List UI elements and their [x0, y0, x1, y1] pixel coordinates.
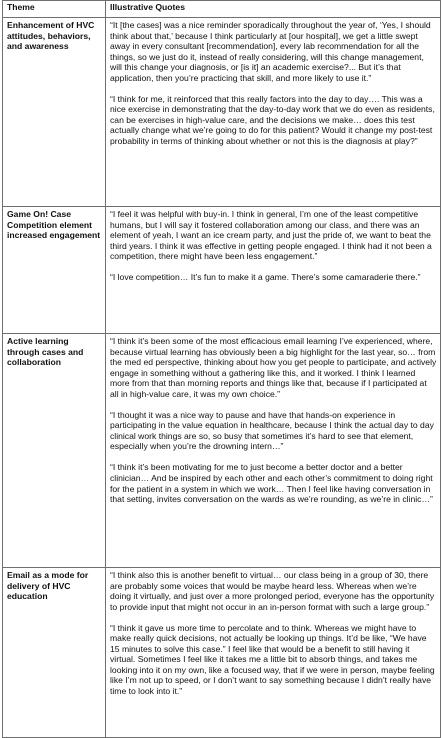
quote-paragraph: “I think it’s been some of the most efficacious email learning I’ve experienced, where, because virtual learning has obviously been a big highlight for the last year, so… from the med ed perspective, thinking about how you get people to participate, and actively engage in something without a gathering like this, and it worked. I think I learned more from that than morning reports and things like that, because if I participated at all in high-value care, it was my own choice.” — [110, 336, 437, 399]
quotes-cell — [106, 568, 441, 738]
table-row — [3, 334, 441, 568]
quotes-column-header: Illustrative Quotes — [106, 1, 441, 18]
quote-paragraph: “I think it gave us more time to percolate and to think. Whereas we might have to make really quick decisions, not actually be looking up things. It’d be like, “We have 15 minutes to solve this case.” I feel like that would be a benefit to still having it virtual. Sometimes I feel like it takes me a little bit to absorb things, and takes me looking into it on my own, like a focused way, that if we were in person, maybe feeling like I’m not up to speed, or I don’t want to say something because I didn’t really have time to look into it.” — [110, 622, 435, 696]
table-header-row — [3, 1, 441, 18]
themes-quotes-table — [2, 0, 441, 738]
theme-column-header: Theme — [3, 1, 106, 18]
table-row — [3, 18, 441, 207]
quote-paragraph: “I love competition… It’s fun to make it a game. There’s some camaraderie there.” — [110, 272, 421, 283]
table-row — [3, 207, 441, 334]
quote-paragraph: “I think also this is another benefit to virtual… our class being in a group of 30, there are probably some voices that would be maybe heard less. Whereas when we’re doing it virtually, and just over a more prolonged period, everyone has the opportunity to provide input that might not occur in an in-person format with such a large group.” — [110, 570, 435, 612]
theme-cell: Email as a mode for delivery of HVC education — [3, 568, 106, 738]
theme-cell: Active learning through cases and collaboration — [3, 334, 106, 568]
quote-paragraph: “I thought it was a nice way to pause and have that hands-on experience in participating in the value equation in healthcare, because I think the actual day to day clinical work things are so, so busy that sometimes it’s hard to see that element, especially when you’re the drowning intern…” — [110, 409, 434, 452]
table-row — [3, 568, 441, 738]
quote-paragraph: “It [the cases] was a nice reminder sporadically throughout the year of, ‘Yes, I should think about that,’ because I think particularly at [our hospital], we get a little swept away in every consultant [recommendation], every lab recommendation for all the things, so we just do it, instead of really considering, will this change management, will this change your diagnosis, or [is it] an academic exercise?... But it’s that application, then you’re practicing that skill, and more likely to use it.” — [110, 20, 431, 83]
theme-cell: Game On! Case Competition element increased engagement — [3, 207, 106, 334]
quote-paragraph: “I think for me, it reinforced that this really factors into the day to day…. This was a nice exercise in demonstrating that the day-to-day work that we do even as residents, can be exercises in high-value care, and the decisions we make… does this test actually change what we’re going to do for this patient? Would it change my post-test probability in terms of thinking about whether or not this is the diagnosis at play?” — [110, 93, 435, 146]
quote-paragraph: “I think it’s been motivating for me to just become a better doctor and a better clinician… And be inspired by each other and each other’s commitment to doing right for the patient in a system in which we work… Then I feel like having conversation in that setting, invites conversation on the wards as we’re rounding, as we’re in clinic…” — [110, 462, 433, 505]
quotes-cell — [106, 334, 441, 568]
quotes-cell — [106, 18, 441, 207]
quote-paragraph: “I feel it was helpful with buy-in. I think in general, I’m one of the least competitive humans, but I will say it fostered collaboration among our class, and there was an element of yeah, I want an ice cream party, and just the pride of, we want to beat the third years. I think it was effective in getting people engaged. I think had it not been a competition, there might have been less engagement.” — [110, 209, 432, 262]
quotes-cell — [106, 207, 441, 334]
theme-cell: Enhancement of HVC attitudes, behaviors, and awareness — [3, 18, 106, 207]
